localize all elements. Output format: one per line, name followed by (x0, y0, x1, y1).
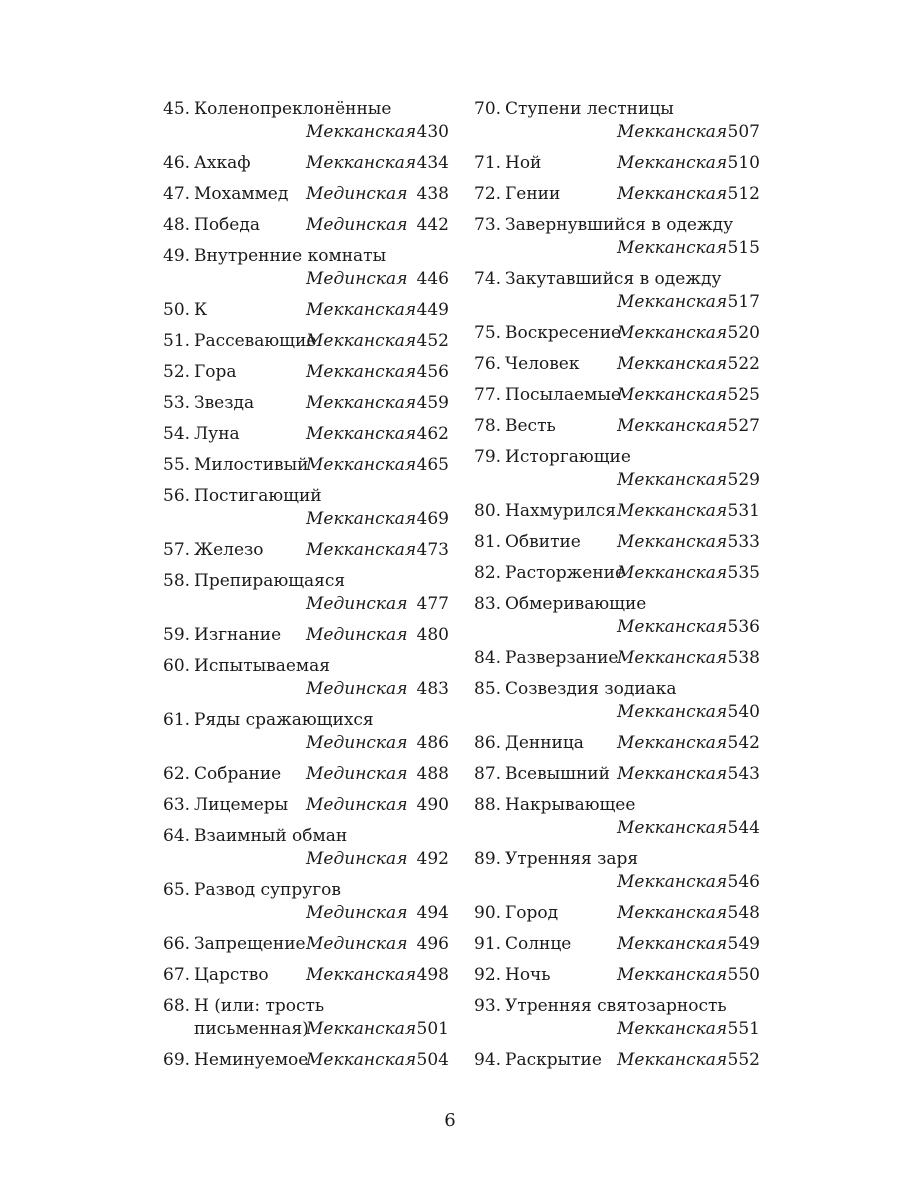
toc-entry (163, 624, 453, 647)
entry-title: Человек (505, 354, 580, 374)
entry-page-number: 438 (416, 184, 449, 204)
entry-title: Ахкаф (194, 153, 251, 173)
toc-entry (474, 995, 764, 1041)
entry-number: 72. (474, 184, 502, 204)
entry-page-number: 536 (727, 617, 760, 637)
entry-title: Обвитие (505, 532, 581, 552)
entry-page-number: 520 (727, 323, 760, 343)
entry-page-number: 430 (416, 122, 449, 142)
entry-title: К (194, 300, 208, 320)
entry-revelation-type: Мединская (306, 594, 408, 614)
entry-page-number: 480 (416, 625, 449, 645)
entry-revelation-type: Мекканская (617, 416, 728, 436)
toc-entry (163, 933, 453, 956)
entry-number: 83. (474, 594, 502, 614)
entry-revelation-type: Мекканская (617, 292, 728, 312)
entry-title: Гении (505, 184, 561, 204)
toc-entry (474, 531, 764, 554)
toc-entry (163, 539, 453, 562)
entry-revelation-type: Мекканская (617, 184, 728, 204)
entry-revelation-type: Мединская (306, 215, 408, 235)
entry-number: 78. (474, 416, 502, 436)
toc-entry (474, 214, 764, 260)
toc-entry (474, 593, 764, 639)
toc-entry (474, 322, 764, 345)
entry-page-number: 531 (727, 501, 760, 521)
entry-page-number: 483 (416, 679, 449, 699)
entry-title: Завернувшийся в одежду (505, 215, 734, 235)
entry-title: Разверзание (505, 648, 619, 668)
entry-page-number: 459 (416, 393, 449, 413)
toc-entry (163, 299, 453, 322)
entry-title: Расторжение (505, 563, 626, 583)
entry-page-number: 550 (727, 965, 760, 985)
toc-entry (163, 245, 453, 291)
entry-number: 50. (163, 300, 191, 320)
entry-title: Железо (194, 540, 264, 560)
entry-page-number: 551 (727, 1019, 760, 1039)
entry-page-number: 533 (727, 532, 760, 552)
entry-title: Милостивый (194, 455, 309, 475)
entry-revelation-type: Мекканская (306, 393, 417, 413)
toc-entry (474, 446, 764, 492)
entry-revelation-type: Мекканская (306, 965, 417, 985)
entry-revelation-type: Мекканская (306, 153, 417, 173)
toc-entry (163, 995, 453, 1041)
entry-title: Закутавшийся в одежду (505, 269, 722, 289)
toc-entry (163, 454, 453, 477)
page-number: 6 (444, 1110, 456, 1131)
entry-revelation-type: Мекканская (617, 1019, 728, 1039)
entry-page-number: 452 (416, 331, 449, 351)
entry-title: Исторгающие (505, 447, 631, 467)
entry-title-continued: письменная) (194, 1019, 309, 1039)
entry-title: Постигающий (194, 486, 322, 506)
entry-number: 75. (474, 323, 502, 343)
entry-title: Воскресение (505, 323, 622, 343)
entry-page-number: 456 (416, 362, 449, 382)
toc-entry (474, 415, 764, 438)
toc-entry (163, 98, 453, 144)
toc-entry (163, 879, 453, 925)
toc-entry (163, 423, 453, 446)
entry-revelation-type: Мединская (306, 679, 408, 699)
entry-revelation-type: Мекканская (617, 153, 728, 173)
entry-revelation-type: Мекканская (617, 818, 728, 838)
entry-number: 59. (163, 625, 191, 645)
entry-number: 87. (474, 764, 502, 784)
entry-revelation-type: Мекканская (306, 362, 417, 382)
entry-page-number: 490 (416, 795, 449, 815)
toc-entry (163, 152, 453, 175)
entry-number: 56. (163, 486, 191, 506)
entry-title: Неминуемое (194, 1050, 309, 1070)
entry-revelation-type: Мекканская (306, 424, 417, 444)
entry-number: 86. (474, 733, 502, 753)
entry-number: 84. (474, 648, 502, 668)
entry-number: 76. (474, 354, 502, 374)
entry-revelation-type: Мединская (306, 625, 408, 645)
entry-revelation-type: Мекканская (617, 903, 728, 923)
entry-page-number: 540 (727, 702, 760, 722)
entry-page-number: 535 (727, 563, 760, 583)
entry-revelation-type: Мединская (306, 903, 408, 923)
entry-page-number: 434 (416, 153, 449, 173)
entry-page-number: 473 (416, 540, 449, 560)
entry-number: 54. (163, 424, 191, 444)
entry-number: 53. (163, 393, 191, 413)
entry-title: Посылаемые (505, 385, 621, 405)
toc-entry (474, 268, 764, 314)
entry-number: 81. (474, 532, 502, 552)
entry-number: 82. (474, 563, 502, 583)
entry-page-number: 486 (416, 733, 449, 753)
toc-entry (474, 964, 764, 987)
entry-title: Лицемеры (194, 795, 289, 815)
entry-title: Обмеривающие (505, 594, 647, 614)
entry-page-number: 525 (727, 385, 760, 405)
toc-entry (163, 183, 453, 206)
toc-right-column (474, 98, 764, 1080)
entry-page-number: 462 (416, 424, 449, 444)
entry-revelation-type: Мединская (306, 795, 408, 815)
toc-entry (474, 183, 764, 206)
entry-number: 51. (163, 331, 191, 351)
entry-title: Звезда (194, 393, 255, 413)
entry-number: 89. (474, 849, 502, 869)
entry-title: Н (или: трость (194, 996, 325, 1016)
entry-title: Внутренние комнаты (194, 246, 387, 266)
entry-title: Коленопреклонённые (194, 99, 392, 119)
entry-revelation-type: Мекканская (617, 532, 728, 552)
toc-entry (474, 1049, 764, 1072)
entry-number: 55. (163, 455, 191, 475)
entry-page-number: 546 (727, 872, 760, 892)
entry-revelation-type: Мекканская (617, 563, 728, 583)
entry-revelation-type: Мекканская (306, 122, 417, 142)
entry-number: 62. (163, 764, 191, 784)
toc-entry (474, 794, 764, 840)
toc-entry (163, 964, 453, 987)
entry-page-number: 543 (727, 764, 760, 784)
entry-revelation-type: Мекканская (617, 733, 728, 753)
entry-number: 80. (474, 501, 502, 521)
entry-title: Солнце (505, 934, 572, 954)
toc-entry (474, 500, 764, 523)
entry-number: 71. (474, 153, 502, 173)
entry-revelation-type: Мединская (306, 764, 408, 784)
entry-number: 60. (163, 656, 191, 676)
entry-revelation-type: Мекканская (617, 965, 728, 985)
entry-number: 74. (474, 269, 502, 289)
entry-number: 63. (163, 795, 191, 815)
toc-entry (474, 562, 764, 585)
entry-number: 66. (163, 934, 191, 954)
toc-entry (474, 647, 764, 670)
entry-title: Препирающаяся (194, 571, 346, 591)
entry-title: Раскрытие (505, 1050, 602, 1070)
entry-page-number: 494 (416, 903, 449, 923)
entry-page-number: 515 (727, 238, 760, 258)
entry-title: Всевышний (505, 764, 610, 784)
entry-revelation-type: Мекканская (617, 617, 728, 637)
entry-revelation-type: Мекканская (306, 331, 417, 351)
entry-number: 67. (163, 965, 191, 985)
entry-revelation-type: Мекканская (617, 764, 728, 784)
entry-revelation-type: Мекканская (306, 300, 417, 320)
toc-entry (163, 709, 453, 755)
entry-revelation-type: Мединская (306, 849, 408, 869)
toc-entry (163, 1049, 453, 1072)
entry-revelation-type: Мединская (306, 184, 408, 204)
entry-revelation-type: Мединская (306, 934, 408, 954)
entry-revelation-type: Мекканская (617, 323, 728, 343)
entry-revelation-type: Мекканская (617, 648, 728, 668)
entry-number: 45. (163, 99, 191, 119)
entry-page-number: 504 (416, 1050, 449, 1070)
entry-revelation-type: Мекканская (617, 501, 728, 521)
entry-page-number: 449 (416, 300, 449, 320)
entry-number: 94. (474, 1050, 502, 1070)
toc-entry (474, 353, 764, 376)
entry-number: 64. (163, 826, 191, 846)
entry-number: 79. (474, 447, 502, 467)
entry-page-number: 512 (727, 184, 760, 204)
entry-title: Взаимный обман (194, 826, 348, 846)
entry-page-number: 517 (727, 292, 760, 312)
entry-revelation-type: Мекканская (617, 385, 728, 405)
entry-page-number: 492 (416, 849, 449, 869)
entry-title: Город (505, 903, 559, 923)
entry-title: Луна (194, 424, 240, 444)
entry-title: Весть (505, 416, 556, 436)
toc-entry (163, 330, 453, 353)
entry-revelation-type: Мединская (306, 733, 408, 753)
entry-title: Рассевающие (194, 331, 317, 351)
toc-entry (474, 763, 764, 786)
entry-page-number: 529 (727, 470, 760, 490)
entry-page-number: 542 (727, 733, 760, 753)
toc-entry (163, 763, 453, 786)
entry-page-number: 469 (416, 509, 449, 529)
entry-number: 69. (163, 1050, 191, 1070)
toc-entry (163, 485, 453, 531)
entry-revelation-type: Мекканская (306, 509, 417, 529)
toc-entry (474, 902, 764, 925)
toc-entry (163, 361, 453, 384)
entry-title: Утренняя святозарность (505, 996, 727, 1016)
entry-title: Развод супругов (194, 880, 341, 900)
entry-page-number: 501 (416, 1019, 449, 1039)
entry-page-number: 488 (416, 764, 449, 784)
entry-page-number: 496 (416, 934, 449, 954)
entry-title: Собрание (194, 764, 282, 784)
toc-entry (474, 98, 764, 144)
entry-number: 90. (474, 903, 502, 923)
entry-number: 58. (163, 571, 191, 591)
toc-entry (474, 933, 764, 956)
entry-page-number: 538 (727, 648, 760, 668)
entry-page-number: 442 (416, 215, 449, 235)
toc-entry (163, 570, 453, 616)
toc-entry (163, 655, 453, 701)
entry-revelation-type: Мекканская (306, 455, 417, 475)
entry-revelation-type: Мекканская (617, 238, 728, 258)
toc-entry (474, 384, 764, 407)
toc-entry (474, 152, 764, 175)
entry-number: 77. (474, 385, 502, 405)
entry-number: 88. (474, 795, 502, 815)
entry-number: 49. (163, 246, 191, 266)
entry-title: Изгнание (194, 625, 282, 645)
entry-title: Созвездия зодиака (505, 679, 677, 699)
entry-title: Ступени лестницы (505, 99, 674, 119)
toc-entry (163, 214, 453, 237)
toc-entry (163, 825, 453, 871)
entry-title: Победа (194, 215, 260, 235)
entry-revelation-type: Мекканская (617, 122, 728, 142)
entry-page-number: 549 (727, 934, 760, 954)
entry-title: Гора (194, 362, 237, 382)
entry-number: 47. (163, 184, 191, 204)
entry-page-number: 498 (416, 965, 449, 985)
entry-number: 85. (474, 679, 502, 699)
entry-title: Накрывающее (505, 795, 636, 815)
entry-number: 57. (163, 540, 191, 560)
entry-page-number: 548 (727, 903, 760, 923)
entry-number: 68. (163, 996, 191, 1016)
entry-revelation-type: Мекканская (617, 354, 728, 374)
entry-page-number: 527 (727, 416, 760, 436)
toc-entry (163, 794, 453, 817)
entry-revelation-type: Мекканская (617, 702, 728, 722)
entry-revelation-type: Мекканская (617, 934, 728, 954)
entry-number: 91. (474, 934, 502, 954)
entry-revelation-type: Мекканская (617, 470, 728, 490)
entry-number: 61. (163, 710, 191, 730)
entry-title: Нахмурился (505, 501, 617, 521)
entry-number: 73. (474, 215, 502, 235)
entry-title: Утренняя заря (505, 849, 639, 869)
entry-title: Ряды сражающихся (194, 710, 374, 730)
entry-page-number: 510 (727, 153, 760, 173)
entry-title: Испытываемая (194, 656, 330, 676)
entry-title: Денница (505, 733, 584, 753)
entry-number: 92. (474, 965, 502, 985)
toc-entry (474, 732, 764, 755)
entry-revelation-type: Мекканская (306, 540, 417, 560)
entry-revelation-type: Мекканская (617, 872, 728, 892)
entry-number: 70. (474, 99, 502, 119)
entry-revelation-type: Мекканская (617, 1050, 728, 1070)
entry-page-number: 507 (727, 122, 760, 142)
entry-title: Ночь (505, 965, 551, 985)
entry-number: 93. (474, 996, 502, 1016)
entry-number: 48. (163, 215, 191, 235)
entry-page-number: 446 (416, 269, 449, 289)
entry-revelation-type: Мекканская (306, 1050, 417, 1070)
entry-page-number: 544 (727, 818, 760, 838)
entry-page-number: 522 (727, 354, 760, 374)
toc-entry (474, 848, 764, 894)
entry-page-number: 552 (727, 1050, 760, 1070)
entry-title: Запрещение (194, 934, 306, 954)
entry-page-number: 465 (416, 455, 449, 475)
entry-page-number: 477 (416, 594, 449, 614)
toc-left-column (163, 98, 453, 1080)
entry-title: Ной (505, 153, 542, 173)
entry-number: 52. (163, 362, 191, 382)
entry-number: 65. (163, 880, 191, 900)
entry-revelation-type: Мединская (306, 269, 408, 289)
entry-title: Царство (194, 965, 269, 985)
toc-entry (163, 392, 453, 415)
entry-revelation-type: Мекканская (306, 1019, 417, 1039)
entry-number: 46. (163, 153, 191, 173)
entry-title: Мохаммед (194, 184, 289, 204)
toc-entry (474, 678, 764, 724)
